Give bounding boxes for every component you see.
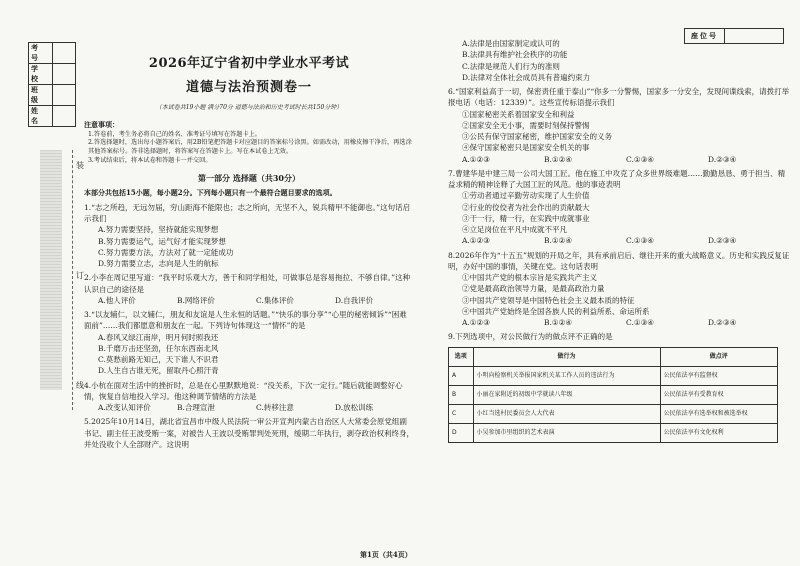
question-stem: 5.2025年10月14日，湖北省宜昌市中级人民法院一审公开宣判内蒙古自治区人大常委会原党组副书记、副主任王波受贿一案，对被告人王波以受贿罪判处死刑，缓期二年执行，剥夺政治权利终身，并处没收个人全部财产。这说明	[84, 417, 414, 449]
option: C.努力需要方法，方法对了就一定能成功	[98, 247, 234, 257]
option: B.①②④	[544, 154, 573, 164]
table-cell: A	[449, 366, 474, 385]
table-row	[449, 385, 778, 404]
table-cell: 公民依法享有选举权和被选举权	[660, 404, 777, 423]
question-9	[448, 331, 790, 442]
option: A.①②③	[462, 236, 490, 246]
binding-char-2: 订	[76, 271, 84, 280]
table-cell: 公民依法享有受教育权	[660, 385, 777, 404]
table-cell: 小吴参加市里组织的艺术表演	[473, 423, 660, 442]
option: C.莫愁前路无知己，天下谁人不识君	[98, 355, 219, 365]
option: D.放松训练	[335, 403, 374, 413]
option: B.法律具有维护社会秩序的功能	[462, 50, 568, 60]
table-header: 做行为	[473, 347, 660, 366]
table-cell: 公民依法享有文化权利	[660, 423, 777, 442]
option: A.努力需要坚持，坚持就能实现梦想	[98, 225, 219, 235]
statement: ②行业的佼佼者为社会作出的贡献最大	[462, 202, 590, 212]
statement: ③中国共产党领导是中国特色社会主义最本质的特征	[462, 295, 635, 305]
table-cell: 小红当选村民委员会人大代表	[473, 404, 660, 423]
section-title: 第一部分 选择题（共30分）	[198, 173, 300, 184]
table-row	[449, 366, 778, 385]
table-header: 做点评	[660, 347, 777, 366]
info-value-id[interactable]	[53, 43, 76, 64]
question-stem: 9.下列选项中，对公民做行为的做点评不正确的是	[448, 332, 613, 342]
question-stem: 4.小杭在面对生活中的挫折时，总是在心里默默地说：“没关系，下次一定行。”随后就能调整好心情，恢复自信地投入学习。他这种调节情绪的方法是	[84, 380, 403, 401]
options-row	[462, 235, 790, 246]
option: D.努力需要立志，志向是人生的航标	[98, 259, 219, 269]
statement: ④中国共产党始终是全国各族人民的利益所系、命运所系	[462, 306, 650, 316]
option: D.法律对全体社会成员具有普遍约束力	[462, 72, 591, 82]
exam-title: 2026年辽宁省初中学业水平考试	[148, 56, 350, 71]
option: B.①②④	[544, 236, 573, 246]
table-cell: 小明向检察机关举报国家机关某工作人员的违法行为	[473, 366, 660, 385]
statement: ①中国共产党的根本宗旨是实践共产主义	[462, 273, 597, 282]
options-row	[98, 402, 414, 413]
statement: ②国家安全无小事，需要时刻保持警惕	[462, 120, 590, 130]
question-4	[84, 380, 414, 414]
option: B.合理宣泄	[177, 403, 215, 413]
question-stem: 2.小李在周记里写道：“我平时乐观大方，善于和同学相处，可做事总是容易拖拉、不够自律。”这种认识自己的途径是	[84, 273, 411, 294]
table-cell: 公民依法享有监督权	[660, 366, 777, 385]
table-cell: 小丽在家附近的初级中学就读八年级	[473, 385, 660, 404]
option: D.人生自古谁无死，留取丹心照汗青	[98, 366, 219, 376]
left-column	[84, 54, 414, 450]
option: A.①②③	[462, 318, 490, 327]
table-cell: B	[449, 385, 474, 404]
option: C.集体评价	[256, 295, 294, 305]
question-7	[448, 168, 790, 247]
option: B.千磨万击还坚劲，任尔东西南北风	[98, 343, 219, 353]
table-row	[449, 404, 778, 423]
question-6	[448, 86, 790, 165]
notes-heading: 注意事项：	[84, 120, 119, 129]
info-value-class[interactable]	[53, 85, 76, 106]
info-label-class: 班级	[29, 85, 53, 106]
question-stem: 7.曹建华是中建三局一公司大国工匠。他在施工中攻克了众多世界级难题……勤勤恳恳、勇于担当、精益求精的精神诠释了大国工匠的风范。他的事迹表明	[448, 168, 786, 189]
exam-info: （本试卷共19小题 满分70分 道德与法治和历史考试时长共150分钟）	[155, 104, 343, 111]
question-5	[84, 416, 414, 450]
info-label-id: 考号	[29, 43, 53, 64]
option: C.转移注意	[256, 403, 294, 413]
option: A.法律是由国家制定或认可的	[462, 39, 560, 48]
right-column	[448, 38, 790, 443]
options-row	[462, 154, 790, 165]
option: D.②③④	[708, 236, 737, 246]
statement: ③公民有保守国家秘密，维护国家安全的义务	[462, 132, 612, 141]
option: A.改变认知评价	[98, 403, 151, 413]
question-3	[84, 309, 414, 377]
question-stem: 3.“以友辅仁，以文辅仁，朋友和友谊是人生永恒的话题。”“快乐的事分享”“心里的秘密倾诉”“困难面前”……我们都愿意和朋友在一起。下列诗句体现这一“情怀”的是	[84, 310, 407, 331]
option: A.①②③	[462, 154, 490, 164]
option: D.自我评价	[335, 295, 374, 305]
cut-line	[72, 150, 73, 410]
section-instruction: 本部分共包括15小题，每小题2分。下列每小题只有一个最符合题目要求的选项。	[84, 188, 337, 198]
exam-subtitle: 道德与法治预测卷一	[185, 79, 312, 95]
table-header: 选项	[449, 347, 474, 366]
option: C.①③④	[626, 318, 655, 327]
table-cell: C	[449, 404, 474, 423]
statement: ①劳动者通过辛勤劳动实现了人生价值	[462, 191, 590, 201]
option: C.法律是规范人们行为的准则	[462, 61, 560, 71]
note-1: 1.答卷前，考生务必将自己的姓名、准考证号填写在答题卡上。	[88, 130, 261, 138]
info-value-school[interactable]	[53, 64, 76, 85]
options-row	[462, 317, 790, 328]
option: D.②③④	[708, 154, 737, 164]
table-row	[449, 423, 778, 442]
question-1	[84, 202, 414, 270]
option: B.努力需要运气，运气好才能实现梦想	[98, 236, 226, 246]
options-row	[98, 295, 414, 306]
statement: ③干一行，精一行，在实践中成就事业	[462, 213, 590, 223]
option: C.①③④	[626, 154, 655, 164]
binding-char-3: 线	[76, 381, 84, 390]
binding-char-1: 装	[76, 161, 84, 170]
info-value-name[interactable]	[53, 106, 76, 127]
binding-margin	[0, 0, 96, 566]
binding-stripe	[40, 150, 62, 390]
statement: ④立足岗位在平凡中成就不平凡	[462, 225, 567, 234]
question-stem: 8.2026年作为“十五五”规划的开局之年，具有承前启后、继往开来的重大战略意义。历史和实践反复证明，办好中国的事情，关键在党。这句话表明	[448, 250, 790, 271]
question-9-table	[448, 347, 778, 443]
option: A.他人评价	[98, 295, 136, 305]
statement: ④保守国家秘密只是国家安全机关的事	[462, 143, 590, 153]
option: B.①②④	[544, 318, 573, 327]
seat-label: 座位号	[691, 32, 718, 40]
note-3: 3.考试结束后，将本试卷和答题卡一并交回。	[88, 157, 212, 165]
info-label-name: 姓名	[29, 106, 53, 127]
statement: ②党是最高政治领导力量，是最高政治力量	[462, 284, 605, 294]
option: A.春风又绿江南岸，明月何时照我还	[98, 332, 219, 342]
student-info-table	[28, 42, 76, 127]
option: C.①③④	[626, 236, 655, 246]
option: D.②③④	[708, 318, 737, 327]
statement: ①国家秘密关系着国家安全和利益	[462, 109, 575, 119]
page-footer: 第1页（共4页）	[360, 550, 412, 559]
note-2: 2.答选择题时，选出每小题答案后，用2B铅笔把答题卡对应题目的答案标号涂黑。如需改动，用橡皮擦干净后，再选涂其他答案标号。答非选择题时，将答案写在答题卡上。写在本试卷上无效。	[88, 139, 412, 156]
table-cell: D	[449, 423, 474, 442]
info-label-school: 学校	[29, 64, 53, 85]
question-stem: 6.“国家利益高于一切，保密责任重于泰山”“你多一分警惕，国家多一分安全，发现间谍线索，请拨打举报电话（电话：12339）”。这些宣传标语提示我们	[448, 87, 790, 108]
question-2	[84, 272, 414, 306]
question-stem: 1.“志之所趋，无远勿届，穷山距海不能限也；志之所向，无坚不入，锐兵精甲不能御也。”这句话启示我们	[84, 202, 411, 224]
option: B.网络评价	[177, 295, 215, 305]
question-8	[448, 250, 790, 329]
